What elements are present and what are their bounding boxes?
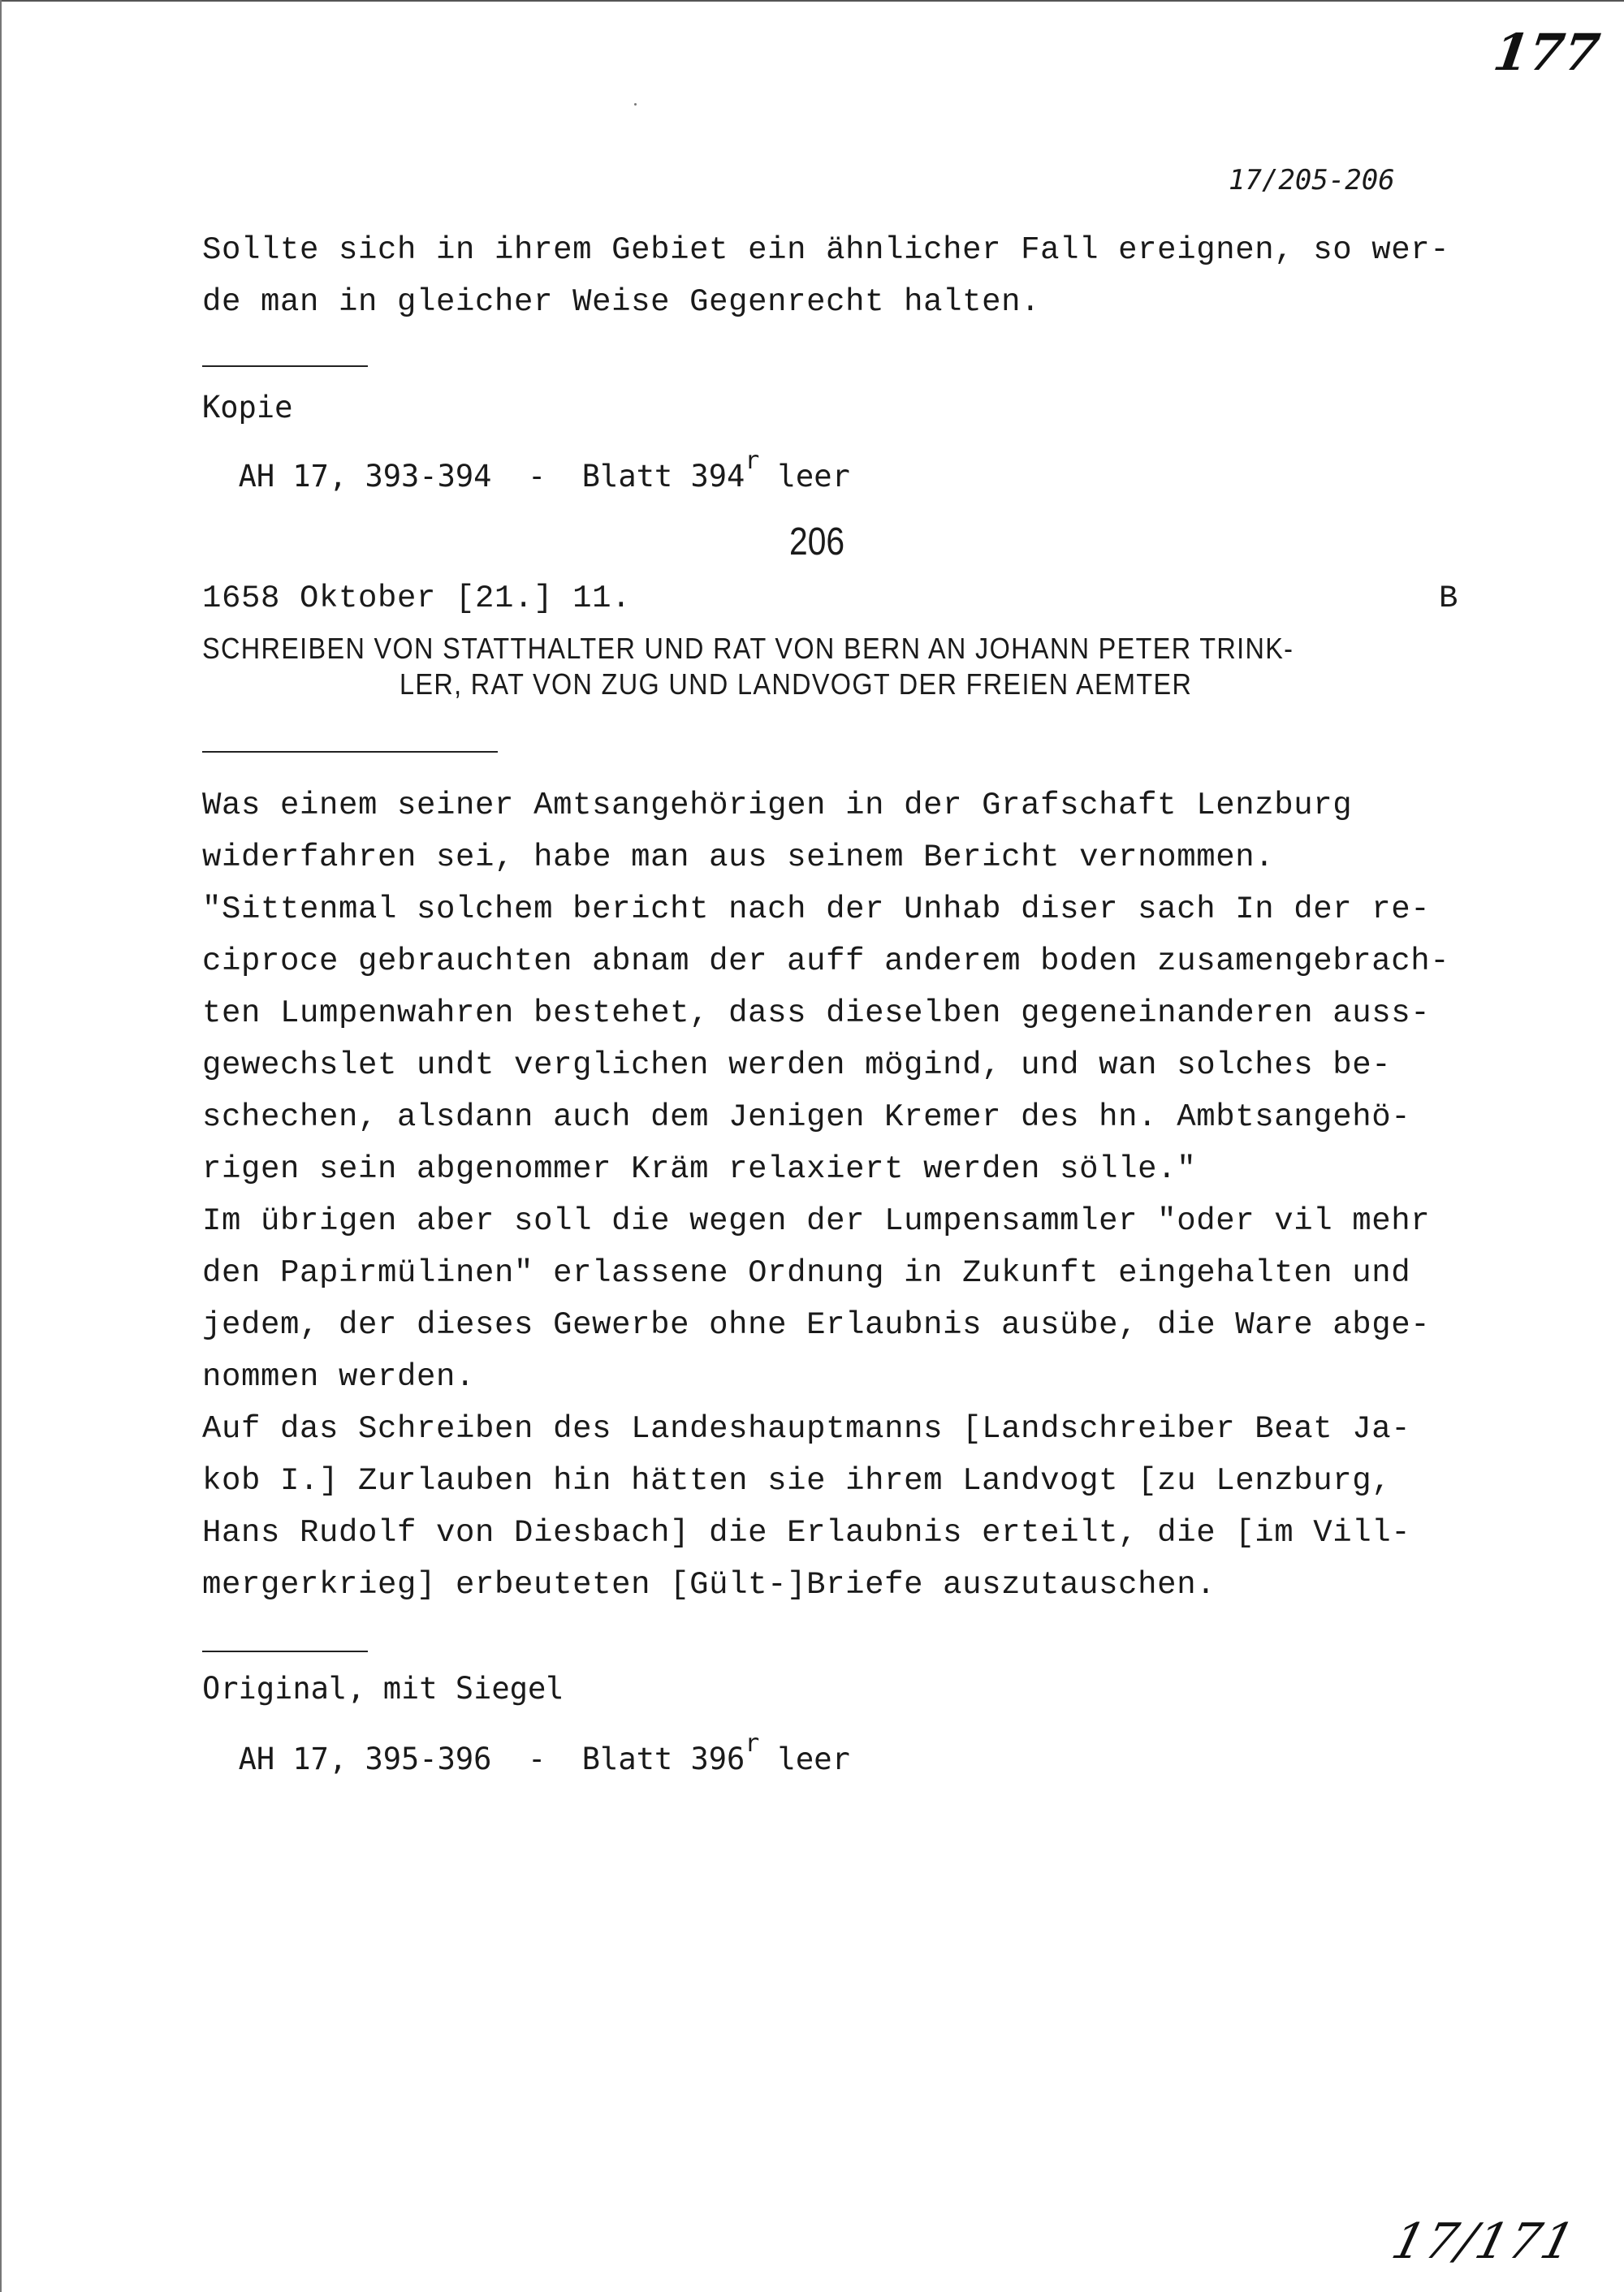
body-line: nommen werden.: [202, 1359, 476, 1395]
body-line: widerfahren sei, habe man aus seinem Bericht vernommen.: [202, 840, 1275, 875]
heading-line-1: SCHREIBEN VON STATTHALTER UND RAT VON BERN AN JOHANN PETER TRINK-: [202, 632, 1294, 665]
body-line: "Sittenmal solchem bericht nach der Unhab diser sach In der re-: [202, 891, 1431, 927]
body-line: gewechslet undt verglichen werden mögind, und wan solches be-: [202, 1047, 1392, 1083]
body-line: schechen, alsdann auch dem Jenigen Kremer des hn. Ambtsangehö-: [202, 1099, 1411, 1135]
body-line: ten Lumpenwahren bestehet, dass dieselben gegeneinanderen auss-: [202, 995, 1431, 1031]
body-line: Hans Rudolf von Diesbach] die Erlaubnis erteilt, die [im Vill-: [202, 1515, 1411, 1551]
intro-line-1: Sollte sich in ihrem Gebiet ein ähnlicher Fall ereignen, so wer-: [202, 232, 1450, 268]
body-line: Im übrigen aber soll die wegen der Lumpensammler "oder vil mehr: [202, 1203, 1431, 1239]
body-line: Was einem seiner Amtsangehörigen in der Grafschaft Lenzburg: [202, 788, 1353, 823]
page-left-border: [0, 0, 2, 2292]
note2-kind: Original, mit Siegel: [202, 1671, 564, 1706]
note1-sup: r: [745, 447, 760, 475]
note-divider-2: [202, 1651, 368, 1652]
body-line: den Papirmülinen" erlassene Ordnung in Zukunft eingehalten und: [202, 1255, 1411, 1291]
note-divider-1: [202, 365, 368, 367]
note1-source-line: [202, 424, 850, 494]
handwritten-page-number: 177: [1489, 23, 1604, 82]
note2-sup: r: [745, 1729, 760, 1758]
note2-source: AH 17, 395-396 - Blatt 396: [238, 1742, 745, 1776]
body-line: rigen sein abgenommer Kräm relaxiert werden sölle.": [202, 1151, 1197, 1187]
entry-date: 1658 Oktober [21.] 11.: [202, 581, 632, 616]
intro-line-2: de man in gleicher Weise Gegenrecht halten.: [202, 284, 1041, 320]
heading-line-2: LER, RAT VON ZUG UND LANDVOGT DER FREIEN AEMTER: [400, 667, 1193, 701]
note2-source-line: [202, 1707, 850, 1776]
body-line: Auf das Schreiben des Landeshauptmanns [Landschreiber Beat Ja-: [202, 1411, 1411, 1447]
note2-after: leer: [777, 1742, 850, 1776]
reference-number: 17/205-206: [1229, 164, 1395, 196]
note1-after: leer: [777, 459, 850, 494]
body-line: mergerkrieg] erbeuteten [Gült-]Briefe auszutauschen.: [202, 1567, 1216, 1603]
entry-number: 206: [789, 520, 845, 563]
entry-date-code: B: [1439, 581, 1459, 616]
note1-source: AH 17, 393-394 - Blatt 394: [238, 459, 745, 494]
handwritten-folio-number: 17/171: [1386, 2213, 1582, 2270]
page-top-border: [0, 0, 1624, 2]
body-line: kob I.] Zurlauben hin hätten sie ihrem Landvogt [zu Lenzburg,: [202, 1463, 1392, 1499]
scan-speck: [634, 103, 637, 106]
body-line: ciproce gebrauchten abnam der auff anderem boden zusamengebrach-: [202, 943, 1450, 979]
heading-divider: [202, 751, 498, 753]
note1-kind: Kopie: [202, 390, 293, 425]
body-line: jedem, der dieses Gewerbe ohne Erlaubnis ausübe, die Ware abge-: [202, 1307, 1431, 1343]
